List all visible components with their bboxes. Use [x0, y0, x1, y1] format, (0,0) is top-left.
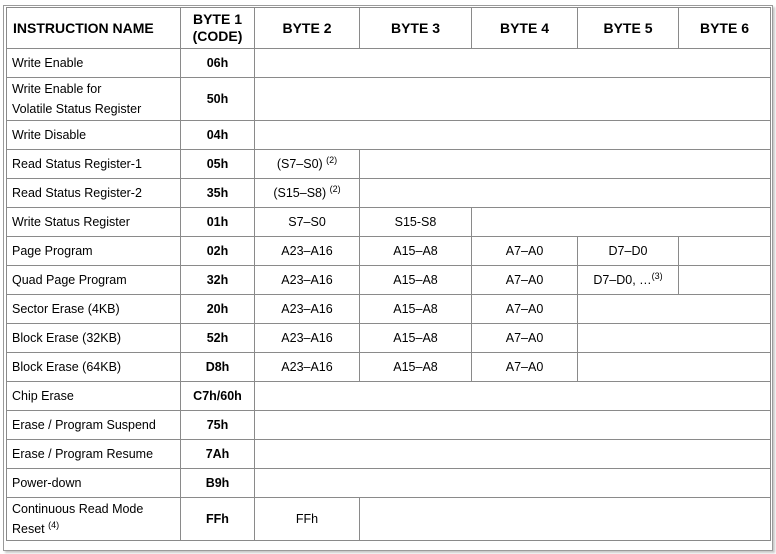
byte2-value	[255, 150, 360, 179]
byte2-value: A23–A16	[255, 266, 360, 295]
empty-cell	[472, 208, 771, 237]
table-row	[7, 469, 771, 498]
table-row	[7, 440, 771, 469]
table-row	[7, 353, 771, 382]
byte3-value: A15–A8	[360, 295, 472, 324]
byte2-value: A23–A16	[255, 295, 360, 324]
header-byte3: BYTE 3	[360, 8, 472, 49]
header-byte1	[181, 8, 255, 49]
instruction-name: Write Disable	[7, 121, 181, 150]
instruction-name: Block Erase (64KB)	[7, 353, 181, 382]
table-row	[7, 237, 771, 266]
byte3-value: A15–A8	[360, 324, 472, 353]
table-row	[7, 295, 771, 324]
byte5-value	[578, 266, 679, 295]
byte4-value: A7–A0	[472, 353, 578, 382]
empty-cell	[255, 78, 771, 121]
instruction-name-line2: Volatile Status Register	[12, 102, 142, 116]
empty-cell	[255, 382, 771, 411]
byte3-value: A15–A8	[360, 237, 472, 266]
header-byte5: BYTE 5	[578, 8, 679, 49]
header-instruction-name: INSTRUCTION NAME	[7, 8, 181, 49]
empty-cell	[679, 237, 771, 266]
empty-cell	[255, 121, 771, 150]
instruction-name: Page Program	[7, 237, 181, 266]
byte2-value: A23–A16	[255, 237, 360, 266]
instruction-code: C7h/60h	[181, 382, 255, 411]
header-byte2: BYTE 2	[255, 8, 360, 49]
instruction-code: 05h	[181, 150, 255, 179]
instruction-name: Quad Page Program	[7, 266, 181, 295]
instruction-name-line1: Write Enable for	[12, 82, 102, 96]
byte3-value: A15–A8	[360, 266, 472, 295]
byte4-value: A7–A0	[472, 237, 578, 266]
instruction-code: 02h	[181, 237, 255, 266]
table-row	[7, 121, 771, 150]
instruction-name: Erase / Program Suspend	[7, 411, 181, 440]
instruction-name-line1: Continuous Read Mode	[12, 502, 144, 516]
instruction-code: 04h	[181, 121, 255, 150]
byte2-value: A23–A16	[255, 353, 360, 382]
instruction-name: Block Erase (32KB)	[7, 324, 181, 353]
table-row	[7, 49, 771, 78]
header-byte1-line1: BYTE 1	[192, 11, 242, 27]
instruction-name	[7, 498, 181, 541]
instruction-name-line2-wrap	[12, 519, 176, 539]
empty-cell	[255, 469, 771, 498]
empty-cell	[578, 353, 771, 382]
table-row	[7, 150, 771, 179]
table-row	[7, 78, 771, 121]
instruction-code: 01h	[181, 208, 255, 237]
instruction-name: Write Enable	[7, 49, 181, 78]
byte5-text: D7–D0, …	[593, 273, 652, 287]
instruction-code: 35h	[181, 179, 255, 208]
instruction-code: 06h	[181, 49, 255, 78]
byte2-value: FFh	[255, 498, 360, 541]
instruction-name: Read Status Register-2	[7, 179, 181, 208]
table-row	[7, 411, 771, 440]
empty-cell	[578, 295, 771, 324]
instruction-code: FFh	[181, 498, 255, 541]
empty-cell	[360, 179, 771, 208]
byte3-value: A15–A8	[360, 353, 472, 382]
byte2-text: (S7–S0)	[276, 157, 323, 171]
byte4-value: A7–A0	[472, 295, 578, 324]
byte2-value: A23–A16	[255, 324, 360, 353]
byte2-text: (S15–S8)	[273, 186, 327, 200]
byte3-value: S15-S8	[360, 208, 472, 237]
header-byte1-line2: (CODE)	[192, 28, 243, 44]
empty-cell	[679, 266, 771, 295]
instruction-name	[7, 78, 181, 121]
instruction-code: 52h	[181, 324, 255, 353]
footnote-ref: (2)	[329, 183, 341, 194]
table-row	[7, 179, 771, 208]
instruction-code: 75h	[181, 411, 255, 440]
byte5-value: D7–D0	[578, 237, 679, 266]
empty-cell	[255, 49, 771, 78]
instruction-name: Read Status Register-1	[7, 150, 181, 179]
table-row	[7, 382, 771, 411]
table-row	[7, 266, 771, 295]
footnote-ref: (2)	[326, 154, 338, 165]
table-row	[7, 208, 771, 237]
empty-cell	[360, 150, 771, 179]
empty-cell	[255, 440, 771, 469]
instruction-code: 7Ah	[181, 440, 255, 469]
instruction-name: Chip Erase	[7, 382, 181, 411]
footnote-ref: (3)	[651, 270, 663, 281]
instruction-table	[6, 7, 771, 541]
header-byte6: BYTE 6	[679, 8, 771, 49]
instruction-code: B9h	[181, 469, 255, 498]
instruction-name-line2: Reset	[12, 522, 45, 536]
instruction-name: Write Status Register	[7, 208, 181, 237]
instruction-code: D8h	[181, 353, 255, 382]
byte2-value	[255, 179, 360, 208]
footnote-ref: (4)	[48, 519, 60, 530]
instruction-code: 50h	[181, 78, 255, 121]
header-byte4: BYTE 4	[472, 8, 578, 49]
byte2-value: S7–S0	[255, 208, 360, 237]
empty-cell	[578, 324, 771, 353]
instruction-code: 32h	[181, 266, 255, 295]
header-row	[7, 8, 771, 49]
table-row	[7, 498, 771, 541]
instruction-code: 20h	[181, 295, 255, 324]
byte4-value: A7–A0	[472, 324, 578, 353]
byte4-value: A7–A0	[472, 266, 578, 295]
empty-cell	[255, 411, 771, 440]
instruction-name: Erase / Program Resume	[7, 440, 181, 469]
empty-cell	[360, 498, 771, 541]
instruction-name: Sector Erase (4KB)	[7, 295, 181, 324]
table-row	[7, 324, 771, 353]
instruction-name: Power-down	[7, 469, 181, 498]
